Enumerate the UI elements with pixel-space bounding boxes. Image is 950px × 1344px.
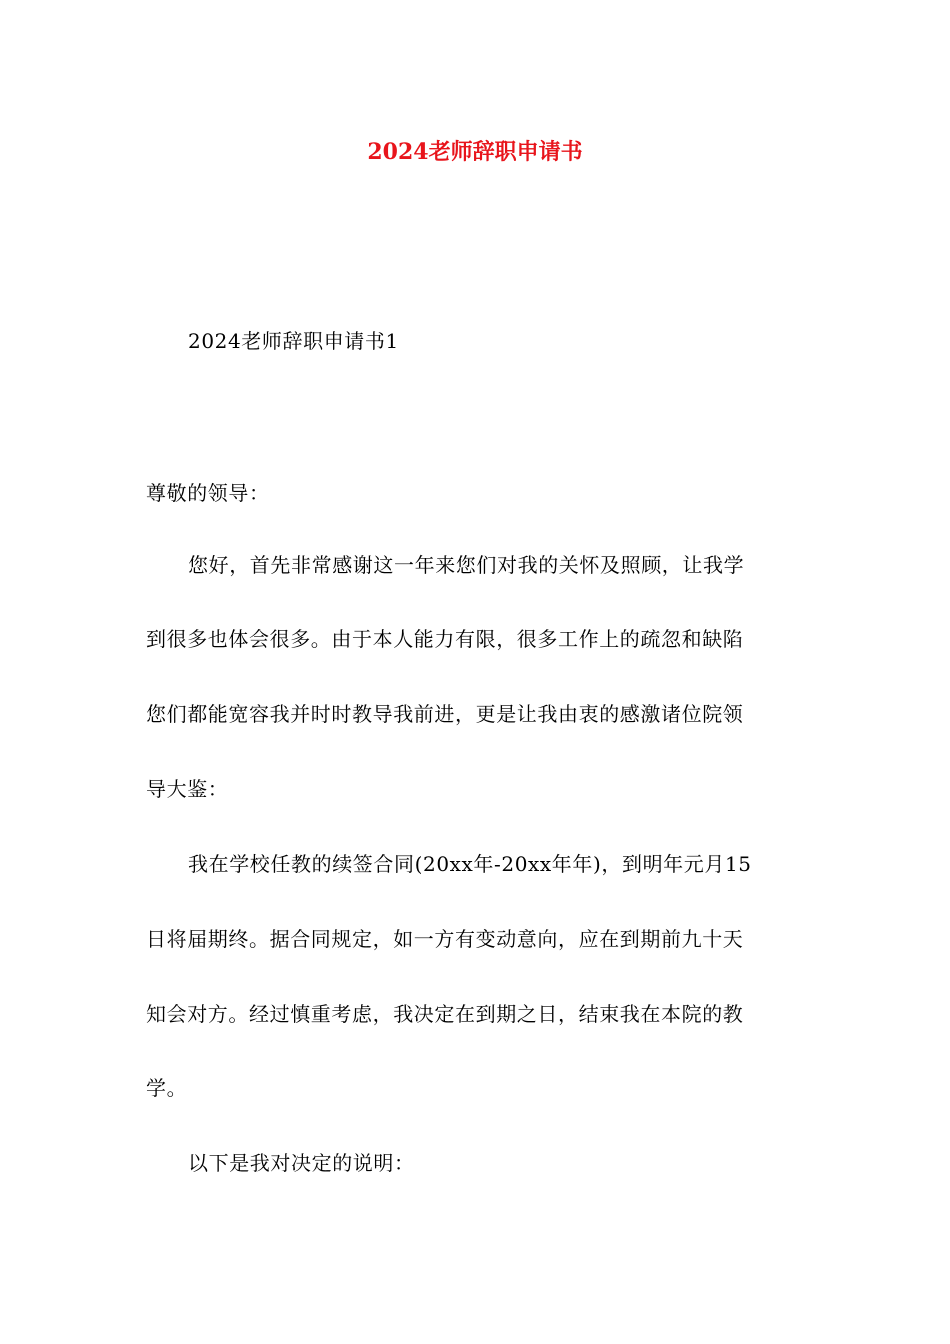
document-title: 2024老师辞职申请书 [367, 139, 583, 165]
paragraph-1-line-1: 您好，首先非常感谢这一年来您们对我的关怀及照顾，让我学 [188, 553, 745, 577]
paragraph-2-line-3: 知会对方。经过慎重考虑，我决定在到期之日，结束我在本院的教 [146, 1002, 744, 1026]
paragraph-2-line-2: 日将届期终。据合同规定，如一方有变动意向，应在到期前九十天 [146, 927, 744, 951]
salutation: 尊敬的领导： [146, 481, 270, 505]
paragraph-1-line-3: 您们都能宽容我并时时教导我前进，更是让我由衷的感激诸位院领 [146, 702, 744, 726]
paragraph-2-line-1: 我在学校任教的续签合同(20xx年-20xx年年)，到明年元月15 [188, 852, 752, 876]
section-heading: 2024老师辞职申请书1 [188, 329, 399, 353]
paragraph-1-line-2: 到很多也体会很多。由于本人能力有限，很多工作上的疏忽和缺陷 [146, 627, 744, 651]
paragraph-2-line-4: 学。 [146, 1076, 188, 1100]
paragraph-3-line-1: 以下是我对决定的说明： [188, 1151, 415, 1175]
paragraph-1-line-4: 导大鉴： [146, 777, 229, 801]
